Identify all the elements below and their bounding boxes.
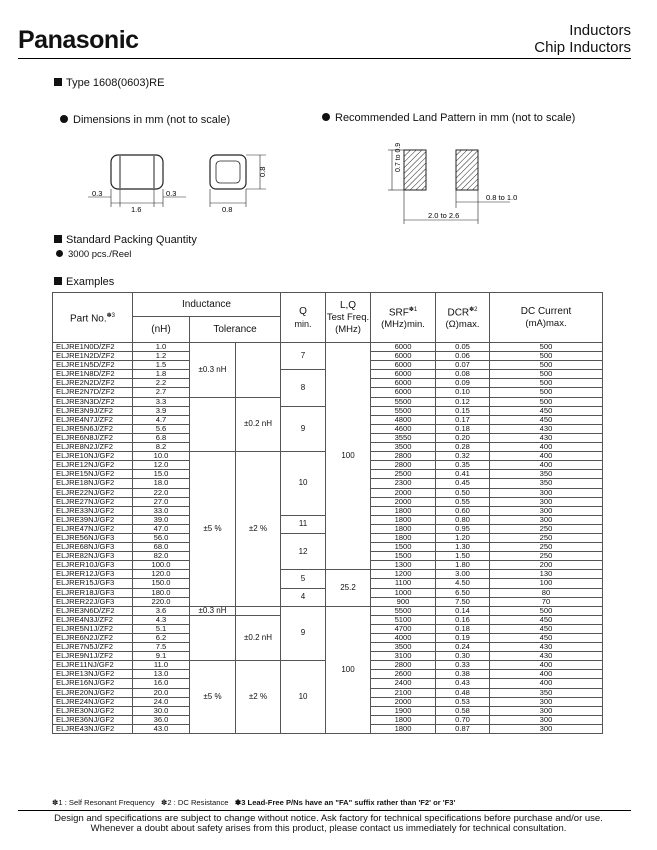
srf-cell: 1300 — [371, 561, 436, 570]
part-number-cell: ELJRER12J/GF3 — [53, 570, 133, 579]
group-cell: ±0.2 nH — [236, 397, 281, 452]
inductance-cell: 2.2 — [133, 379, 190, 388]
dcr-cell: 0.24 — [436, 643, 490, 652]
dcr-cell: 0.55 — [436, 497, 490, 506]
inductance-cell: 15.0 — [133, 470, 190, 479]
group-cell: ±5 % — [190, 452, 236, 607]
dcr-cell: 0.08 — [436, 370, 490, 379]
header-line1: Inductors — [569, 22, 631, 39]
group-cell: ±0.2 nH — [236, 615, 281, 660]
current-cell: 250 — [490, 552, 603, 561]
examples-table — [52, 292, 603, 734]
dimensions-title: Dimensions in mm (not to scale) — [73, 114, 231, 126]
type-label: Type 1608(0603)RE — [66, 77, 165, 89]
group-cell: 100 — [326, 606, 371, 733]
inductance-cell: 9.1 — [133, 652, 190, 661]
current-cell: 300 — [490, 697, 603, 706]
current-cell: 80 — [490, 588, 603, 597]
col-dc-current: DC Current (mA)max. — [490, 293, 603, 343]
col-test-freq: L,Q Test Freq. (MHz) — [326, 293, 371, 343]
srf-cell: 1200 — [371, 570, 436, 579]
table-body — [53, 343, 603, 734]
inductance-cell: 43.0 — [133, 724, 190, 733]
col-q: Q min. — [281, 293, 326, 343]
part-number-cell: ELJRER18J/GF3 — [53, 588, 133, 597]
part-number-cell: ELJRE5N6J/ZF2 — [53, 424, 133, 433]
srf-cell: 5500 — [371, 606, 436, 615]
inductance-cell: 68.0 — [133, 543, 190, 552]
table-row — [53, 343, 603, 352]
square-bullet-icon — [54, 78, 62, 86]
inductance-cell: 120.0 — [133, 570, 190, 579]
inductance-cell: 3.3 — [133, 397, 190, 406]
inductance-cell: 3.6 — [133, 606, 190, 615]
part-number-cell: ELJRE3N3D/ZF2 — [53, 397, 133, 406]
srf-cell: 1900 — [371, 706, 436, 715]
inductance-cell: 150.0 — [133, 579, 190, 588]
part-number-cell: ELJRE12NJ/GF2 — [53, 461, 133, 470]
inductance-cell: 1.0 — [133, 343, 190, 352]
part-number-cell: ELJRE33NJ/GF2 — [53, 506, 133, 515]
dcr-cell: 0.58 — [436, 706, 490, 715]
srf-cell: 6000 — [371, 361, 436, 370]
current-cell: 300 — [490, 497, 603, 506]
part-number-cell: ELJRE1N5D/ZF2 — [53, 361, 133, 370]
current-cell: 430 — [490, 652, 603, 661]
srf-cell: 2800 — [371, 452, 436, 461]
part-number-cell: ELJRE3N6D/ZF2 — [53, 606, 133, 615]
dcr-cell: 0.30 — [436, 652, 490, 661]
srf-cell: 6000 — [371, 352, 436, 361]
group-cell — [236, 606, 281, 615]
srf-cell: 3100 — [371, 652, 436, 661]
dcr-cell: 3.00 — [436, 570, 490, 579]
dcr-cell: 0.50 — [436, 488, 490, 497]
part-number-cell: ELJRE22NJ/GF2 — [53, 488, 133, 497]
group-cell: 11 — [281, 515, 326, 533]
srf-cell: 5500 — [371, 397, 436, 406]
packing-qty-text: 3000 pcs./Reel — [68, 249, 132, 260]
dcr-cell: 0.05 — [436, 343, 490, 352]
srf-cell: 2100 — [371, 688, 436, 697]
inductance-cell: 2.7 — [133, 388, 190, 397]
part-number-cell: ELJRE8N2J/ZF2 — [53, 443, 133, 452]
part-number-cell: ELJRE11NJ/GF2 — [53, 661, 133, 670]
dim-length: 1.6 — [131, 205, 142, 214]
part-number-cell: ELJRE39NJ/GF2 — [53, 515, 133, 524]
dcr-cell: 1.50 — [436, 552, 490, 561]
part-number-cell: ELJRE9N1J/ZF2 — [53, 652, 133, 661]
inductance-cell: 12.0 — [133, 461, 190, 470]
dcr-cell: 0.10 — [436, 388, 490, 397]
inductance-cell: 6.2 — [133, 634, 190, 643]
current-cell: 70 — [490, 597, 603, 606]
srf-cell: 2300 — [371, 479, 436, 488]
current-cell: 450 — [490, 634, 603, 643]
srf-cell: 2800 — [371, 661, 436, 670]
inductance-cell: 39.0 — [133, 515, 190, 524]
part-number-cell: ELJRE1N8D/ZF2 — [53, 370, 133, 379]
dcr-cell: 0.15 — [436, 406, 490, 415]
srf-cell: 4700 — [371, 624, 436, 633]
dim-width: 0.8 — [222, 205, 233, 214]
srf-cell: 2600 — [371, 670, 436, 679]
inductance-cell: 8.2 — [133, 443, 190, 452]
examples-heading — [54, 276, 114, 288]
current-cell: 300 — [490, 488, 603, 497]
current-cell: 500 — [490, 397, 603, 406]
dcr-cell: 0.45 — [436, 479, 490, 488]
group-cell: 10 — [281, 661, 326, 734]
dcr-cell: 0.43 — [436, 679, 490, 688]
current-cell: 430 — [490, 643, 603, 652]
inductance-cell: 1.2 — [133, 352, 190, 361]
current-cell: 500 — [490, 606, 603, 615]
inductance-cell: 1.8 — [133, 370, 190, 379]
current-cell: 430 — [490, 424, 603, 433]
packing-qty — [56, 249, 131, 260]
dcr-cell: 0.41 — [436, 470, 490, 479]
srf-cell: 2500 — [371, 470, 436, 479]
srf-cell: 6000 — [371, 388, 436, 397]
col-tolerance: Tolerance — [190, 317, 281, 343]
table-row — [53, 570, 603, 579]
land-pattern-heading — [322, 112, 575, 124]
srf-cell: 1800 — [371, 506, 436, 515]
side-view-drawing — [80, 145, 190, 215]
dcr-cell: 0.07 — [436, 361, 490, 370]
group-cell: 9 — [281, 406, 326, 451]
col-srf: $SRF^{✽1}$ (MHz)min. — [371, 293, 436, 343]
part-number-cell: ELJRE24NJ/GF2 — [53, 697, 133, 706]
page-header — [534, 22, 631, 56]
srf-cell: 1800 — [371, 524, 436, 533]
current-cell: 250 — [490, 524, 603, 533]
dcr-cell: 0.16 — [436, 615, 490, 624]
note-dcr: ✽2 : DC Resistance — [160, 798, 229, 807]
table-row — [53, 606, 603, 615]
srf-cell: 6000 — [371, 370, 436, 379]
part-number-cell: ELJRE2N7D/ZF2 — [53, 388, 133, 397]
group-cell: ±0.3 nH — [190, 606, 236, 615]
note-srf: ✽1 : Self Resonant Frequency — [52, 798, 155, 807]
group-cell: 25.2 — [326, 570, 371, 606]
inductance-cell: 5.1 — [133, 624, 190, 633]
current-cell: 500 — [490, 388, 603, 397]
note-lead-free: ✽3 Lead-Free P/Ns have an "FA" suffix rather than 'F2' or 'F3' — [234, 798, 456, 807]
part-number-cell: ELJRE56NJ/GF3 — [53, 533, 133, 542]
land-pad-height: 0.7 to 0.9 — [395, 142, 402, 172]
dcr-cell: 0.12 — [436, 397, 490, 406]
inductance-cell: 11.0 — [133, 661, 190, 670]
group-cell: 7 — [281, 343, 326, 370]
dcr-cell: 0.19 — [436, 634, 490, 643]
inductance-cell: 1.5 — [133, 361, 190, 370]
dot-bullet-icon — [60, 115, 68, 123]
srf-cell: 900 — [371, 597, 436, 606]
current-cell: 400 — [490, 443, 603, 452]
part-number-cell: ELJRE6N8J/ZF2 — [53, 433, 133, 442]
inductance-cell: 30.0 — [133, 706, 190, 715]
inductance-cell: 180.0 — [133, 588, 190, 597]
current-cell: 400 — [490, 461, 603, 470]
dcr-cell: 0.70 — [436, 715, 490, 724]
current-cell: 500 — [490, 361, 603, 370]
inductance-cell: 24.0 — [133, 697, 190, 706]
part-number-cell: ELJRE16NJ/GF2 — [53, 679, 133, 688]
inductance-cell: 10.0 — [133, 452, 190, 461]
brand-logo: Panasonic — [18, 26, 139, 54]
group-cell: 10 — [281, 452, 326, 516]
dcr-cell: 0.32 — [436, 452, 490, 461]
srf-cell: 4800 — [371, 415, 436, 424]
dim-left-end: 0.3 — [92, 189, 103, 198]
group-cell: 100 — [326, 343, 371, 570]
part-number-cell: ELJRE47NJ/GF2 — [53, 524, 133, 533]
inductance-cell: 220.0 — [133, 597, 190, 606]
current-cell: 400 — [490, 661, 603, 670]
current-cell: 100 — [490, 579, 603, 588]
part-number-cell: ELJRE7N5J/ZF2 — [53, 643, 133, 652]
packing-title: Standard Packing Quantity — [66, 234, 197, 246]
current-cell: 400 — [490, 679, 603, 688]
inductance-cell: 56.0 — [133, 533, 190, 542]
current-cell: 350 — [490, 688, 603, 697]
current-cell: 450 — [490, 624, 603, 633]
dimensions-heading — [60, 114, 230, 126]
srf-cell: 1500 — [371, 552, 436, 561]
header-line2: Chip Inductors — [534, 39, 631, 56]
current-cell: 350 — [490, 479, 603, 488]
inductance-cell: 6.8 — [133, 433, 190, 442]
srf-cell: 2400 — [371, 679, 436, 688]
dot-bullet-icon — [56, 250, 63, 257]
group-cell: 8 — [281, 370, 326, 406]
col-nh: (nH) — [133, 317, 190, 343]
part-number-cell: ELJRE4N3J/ZF2 — [53, 615, 133, 624]
dcr-cell: 0.80 — [436, 515, 490, 524]
srf-cell: 3550 — [371, 433, 436, 442]
dcr-cell: 0.38 — [436, 670, 490, 679]
current-cell: 300 — [490, 706, 603, 715]
square-bullet-icon — [54, 235, 62, 243]
current-cell: 500 — [490, 343, 603, 352]
part-number-cell: ELJRER15J/GF3 — [53, 579, 133, 588]
inductance-cell: 100.0 — [133, 561, 190, 570]
dcr-cell: 0.18 — [436, 624, 490, 633]
header-rule — [18, 58, 631, 59]
col-dcr: $DCR^{✽2}$ (Ω)max. — [436, 293, 490, 343]
group-cell: ±0.3 nH — [190, 343, 236, 398]
part-number-cell: ELJRE68NJ/GF3 — [53, 543, 133, 552]
table-notes — [52, 798, 455, 807]
part-number-cell: ELJRE2N2D/ZF2 — [53, 379, 133, 388]
inductance-cell: 4.3 — [133, 615, 190, 624]
current-cell: 300 — [490, 715, 603, 724]
footer-rule — [18, 810, 631, 811]
dcr-cell: 7.50 — [436, 597, 490, 606]
dcr-cell: 0.28 — [436, 443, 490, 452]
group-cell: 5 — [281, 570, 326, 588]
part-number-cell: ELJRE4N7J/ZF2 — [53, 415, 133, 424]
srf-cell: 2000 — [371, 697, 436, 706]
col-inductance: Inductance — [133, 293, 281, 317]
dcr-cell: 0.20 — [436, 433, 490, 442]
current-cell: 400 — [490, 670, 603, 679]
inductance-cell: 3.9 — [133, 406, 190, 415]
part-number-cell: ELJRE27NJ/GF2 — [53, 497, 133, 506]
srf-cell: 1100 — [371, 579, 436, 588]
dim-height: 0.8 — [258, 166, 267, 177]
current-cell: 300 — [490, 724, 603, 733]
part-number-cell: ELJRE20NJ/GF2 — [53, 688, 133, 697]
group-cell: 12 — [281, 533, 326, 569]
inductance-cell: 13.0 — [133, 670, 190, 679]
current-cell: 130 — [490, 570, 603, 579]
dcr-cell: 0.33 — [436, 661, 490, 670]
current-cell: 250 — [490, 533, 603, 542]
part-number-cell: ELJRE5N1J/ZF2 — [53, 624, 133, 633]
group-cell: 4 — [281, 588, 326, 606]
srf-cell: 1800 — [371, 715, 436, 724]
dcr-cell: 0.17 — [436, 415, 490, 424]
dcr-cell: 0.18 — [436, 424, 490, 433]
part-number-cell: ELJRE43NJ/GF2 — [53, 724, 133, 733]
dcr-cell: 0.95 — [436, 524, 490, 533]
land-span: 2.0 to 2.6 — [428, 211, 460, 220]
current-cell: 450 — [490, 406, 603, 415]
srf-cell: 2800 — [371, 461, 436, 470]
current-cell: 500 — [490, 352, 603, 361]
part-number-cell: ELJRE1N2D/ZF2 — [53, 352, 133, 361]
col-part-no: Part No.$^{✽3}$ — [53, 293, 133, 343]
part-number-cell: ELJRE6N2J/ZF2 — [53, 634, 133, 643]
inductance-cell: 16.0 — [133, 679, 190, 688]
land-pattern-drawing — [360, 138, 530, 228]
current-cell: 450 — [490, 415, 603, 424]
current-cell: 450 — [490, 615, 603, 624]
group-cell: ±2 % — [236, 452, 281, 607]
part-number-cell: ELJRE82NJ/GF3 — [53, 552, 133, 561]
current-cell: 500 — [490, 370, 603, 379]
dcr-cell: 0.60 — [436, 506, 490, 515]
current-cell: 430 — [490, 433, 603, 442]
inductance-cell: 18.0 — [133, 479, 190, 488]
dcr-cell: 0.53 — [436, 697, 490, 706]
end-view-drawing — [196, 145, 276, 215]
srf-cell: 1500 — [371, 543, 436, 552]
packing-heading — [54, 234, 197, 246]
footer — [0, 814, 657, 834]
dot-bullet-icon — [322, 113, 330, 121]
type-heading — [54, 77, 164, 89]
group-cell: ±5 % — [190, 661, 236, 734]
srf-cell: 2000 — [371, 488, 436, 497]
srf-cell: 3500 — [371, 443, 436, 452]
part-number-cell: ELJRE36NJ/GF2 — [53, 715, 133, 724]
part-number-cell: ELJRER22J/GF3 — [53, 597, 133, 606]
part-number-cell: ELJRE18NJ/GF2 — [53, 479, 133, 488]
srf-cell: 4600 — [371, 424, 436, 433]
part-number-cell: ELJRE3N9J/ZF2 — [53, 406, 133, 415]
part-number-cell: ELJRER10J/GF3 — [53, 561, 133, 570]
srf-cell: 1000 — [371, 588, 436, 597]
dcr-cell: 0.48 — [436, 688, 490, 697]
part-number-cell: ELJRE10NJ/GF2 — [53, 452, 133, 461]
part-number-cell: ELJRE1N0D/ZF2 — [53, 343, 133, 352]
group-cell: 9 — [281, 606, 326, 661]
dcr-cell: 6.50 — [436, 588, 490, 597]
inductance-cell: 5.6 — [133, 424, 190, 433]
current-cell: 500 — [490, 379, 603, 388]
dcr-cell: 0.09 — [436, 379, 490, 388]
dcr-cell: 1.30 — [436, 543, 490, 552]
srf-cell: 1800 — [371, 724, 436, 733]
group-cell — [190, 615, 236, 660]
inductance-cell: 33.0 — [133, 506, 190, 515]
footer-line1: Design and specifications are subject to change without notice. Ask factory for technical specifications before purchase and/or use. — [54, 813, 603, 824]
part-number-cell: ELJRE30NJ/GF2 — [53, 706, 133, 715]
inductance-cell: 27.0 — [133, 497, 190, 506]
dcr-cell: 0.35 — [436, 461, 490, 470]
square-bullet-icon — [54, 277, 62, 285]
part-number-cell: ELJRE13NJ/GF2 — [53, 670, 133, 679]
group-cell: ±2 % — [236, 661, 281, 734]
srf-cell: 5500 — [371, 406, 436, 415]
dcr-cell: 0.06 — [436, 352, 490, 361]
examples-title: Examples — [66, 276, 115, 288]
srf-cell: 6000 — [371, 343, 436, 352]
srf-cell: 4000 — [371, 634, 436, 643]
current-cell: 400 — [490, 452, 603, 461]
inductance-cell: 47.0 — [133, 524, 190, 533]
dcr-cell: 0.14 — [436, 606, 490, 615]
inductance-cell: 7.5 — [133, 643, 190, 652]
current-cell: 300 — [490, 506, 603, 515]
srf-cell: 2000 — [371, 497, 436, 506]
srf-cell: 1800 — [371, 533, 436, 542]
current-cell: 350 — [490, 470, 603, 479]
footer-line2: Whenever a doubt about safety arises from this product, please contact us immediately for technical consultation. — [90, 823, 567, 834]
inductance-cell: 82.0 — [133, 552, 190, 561]
srf-cell: 5100 — [371, 615, 436, 624]
inductance-cell: 20.0 — [133, 688, 190, 697]
inductance-cell: 22.0 — [133, 488, 190, 497]
inductance-cell: 36.0 — [133, 715, 190, 724]
inductance-cell: 4.7 — [133, 415, 190, 424]
dcr-cell: 1.80 — [436, 561, 490, 570]
land-pad-width: 0.8 to 1.0 — [486, 193, 518, 202]
dcr-cell: 0.87 — [436, 724, 490, 733]
current-cell: 250 — [490, 543, 603, 552]
part-number-cell: ELJRE15NJ/GF2 — [53, 470, 133, 479]
srf-cell: 1800 — [371, 515, 436, 524]
dim-right-end: 0.3 — [166, 189, 177, 198]
dcr-cell: 4.50 — [436, 579, 490, 588]
group-cell — [190, 397, 236, 452]
land-pattern-title: Recommended Land Pattern in mm (not to scale) — [335, 112, 576, 124]
srf-cell: 3500 — [371, 643, 436, 652]
current-cell: 200 — [490, 561, 603, 570]
srf-cell: 6000 — [371, 379, 436, 388]
group-cell — [236, 343, 281, 398]
current-cell: 300 — [490, 515, 603, 524]
dcr-cell: 1.20 — [436, 533, 490, 542]
